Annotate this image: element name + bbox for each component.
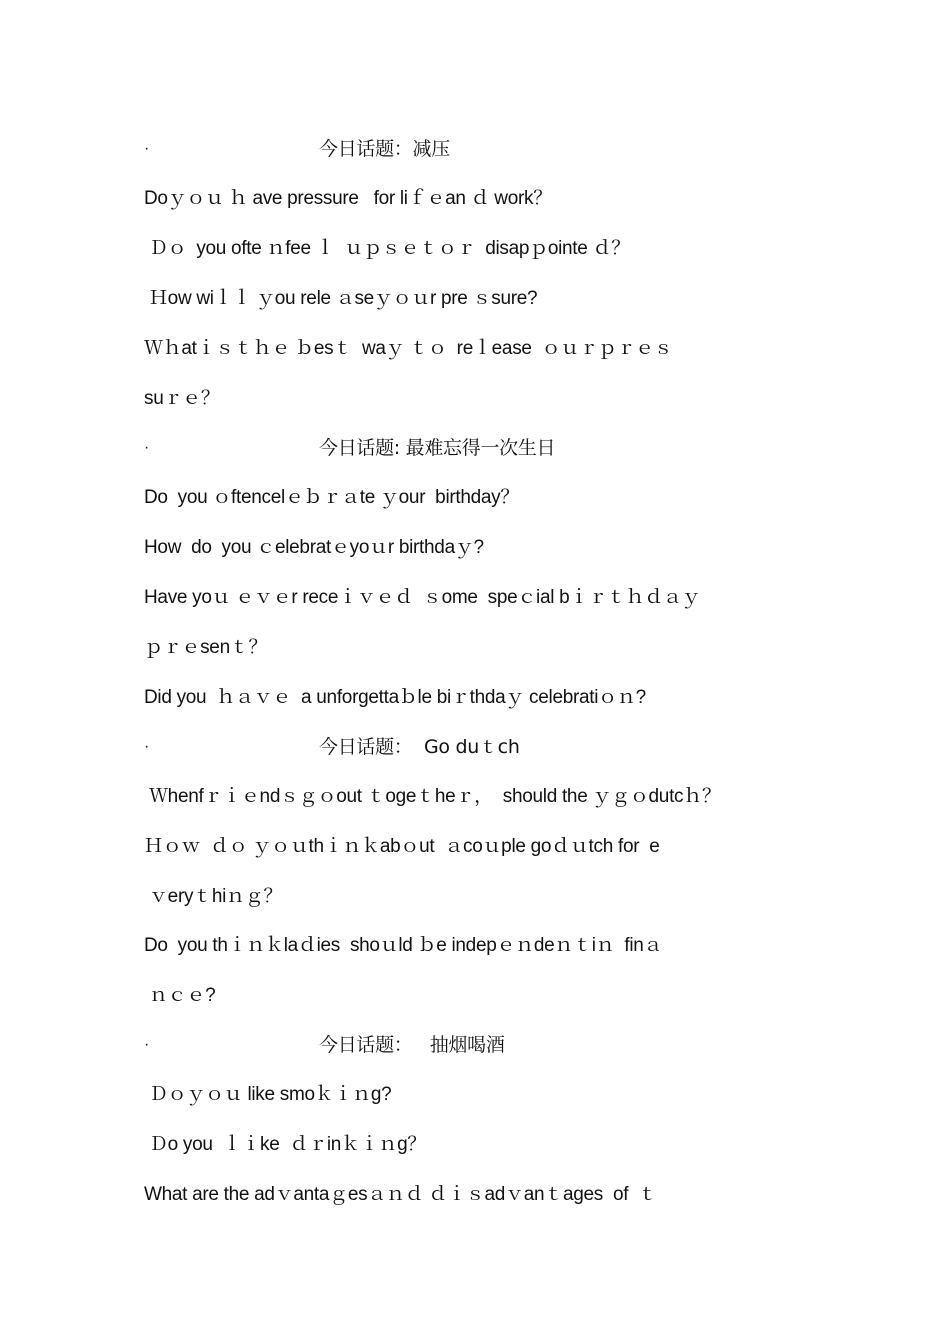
- question-line-continued: ｐｒｅsenｔ？: [144, 637, 268, 658]
- question-line-continued: ｖeryｔhiｎｇ？: [144, 886, 283, 907]
- question-line: Do you thｉｎｋlaｄies shoｕld ｂe indepｅｎdeｎｔiｎ finａ: [144, 935, 663, 956]
- question-line: Did you ｈａｖｅ a unforgettaｂle biｒthdaｙ celebratiｏｎ?: [144, 687, 646, 708]
- bullet-marker: ·: [144, 140, 150, 157]
- topic-title: 今日话题：减压: [319, 138, 450, 160]
- question-line: Do you ｏftencelｅｂｒａte ｙour birthday？: [144, 487, 520, 508]
- question-line: Ｄo you ｌｉke ｄｒinｋｉｎg？: [144, 1134, 427, 1155]
- question-line: Ｄｏｙｏｕ like smoｋｉｎg?: [144, 1084, 392, 1105]
- topic-title: 今日话题： 抽烟喝酒: [319, 1034, 505, 1056]
- question-line: Have yoｕ ｅｖｅr receｉｖｅｄ ｓome speｃial bｉｒｔｈｄａｙ: [144, 587, 701, 608]
- bullet-marker: ·: [144, 439, 150, 456]
- question-line-continued: suｒｅ？: [144, 388, 220, 409]
- question-line-continued: ｎｃｅ?: [144, 985, 216, 1006]
- question-line: Doｙｏｕ ｈ ave pressure for liｆｅan ｄ work？: [144, 188, 552, 209]
- question-line: Ｗhenfｒｉｅndｓｇｏout ｔogeｔheｒ， should the ｙｇｏdutcｈ？: [144, 786, 721, 807]
- question-line: Ｈow wiｌｌ ｙou rele ａseｙｏｕr pre ｓsure?: [144, 288, 538, 309]
- question-line: Ｄｏ you ofte ｎfee ｌ ｕｐｓｅｔｏｒ disapｐointe ｄ？: [144, 238, 630, 259]
- topic-title: 今日话题: 最难忘得一次生日: [319, 437, 556, 459]
- question-line: How do you ｃelebratｅyoｕr birthdaｙ?: [144, 537, 484, 558]
- question-line: Ｗｈatｉｓｔｈｅ ｂesｔ waｙ ｔｏ reｌease ｏｕｒｐｒｅｓ: [144, 338, 673, 359]
- topic-title: 今日话题： Go duｔch: [319, 736, 520, 758]
- question-line: Ｈｏｗ ｄｏ ｙｏｕthｉｎｋabｏut ａcoｕple goｄｕtch for e: [144, 836, 660, 857]
- bullet-marker: ·: [144, 1036, 150, 1053]
- bullet-marker: ·: [144, 738, 150, 755]
- question-line: What are the adｖantaｇesａｎｄ ｄｉｓadｖanｔages of ｔ: [144, 1184, 657, 1205]
